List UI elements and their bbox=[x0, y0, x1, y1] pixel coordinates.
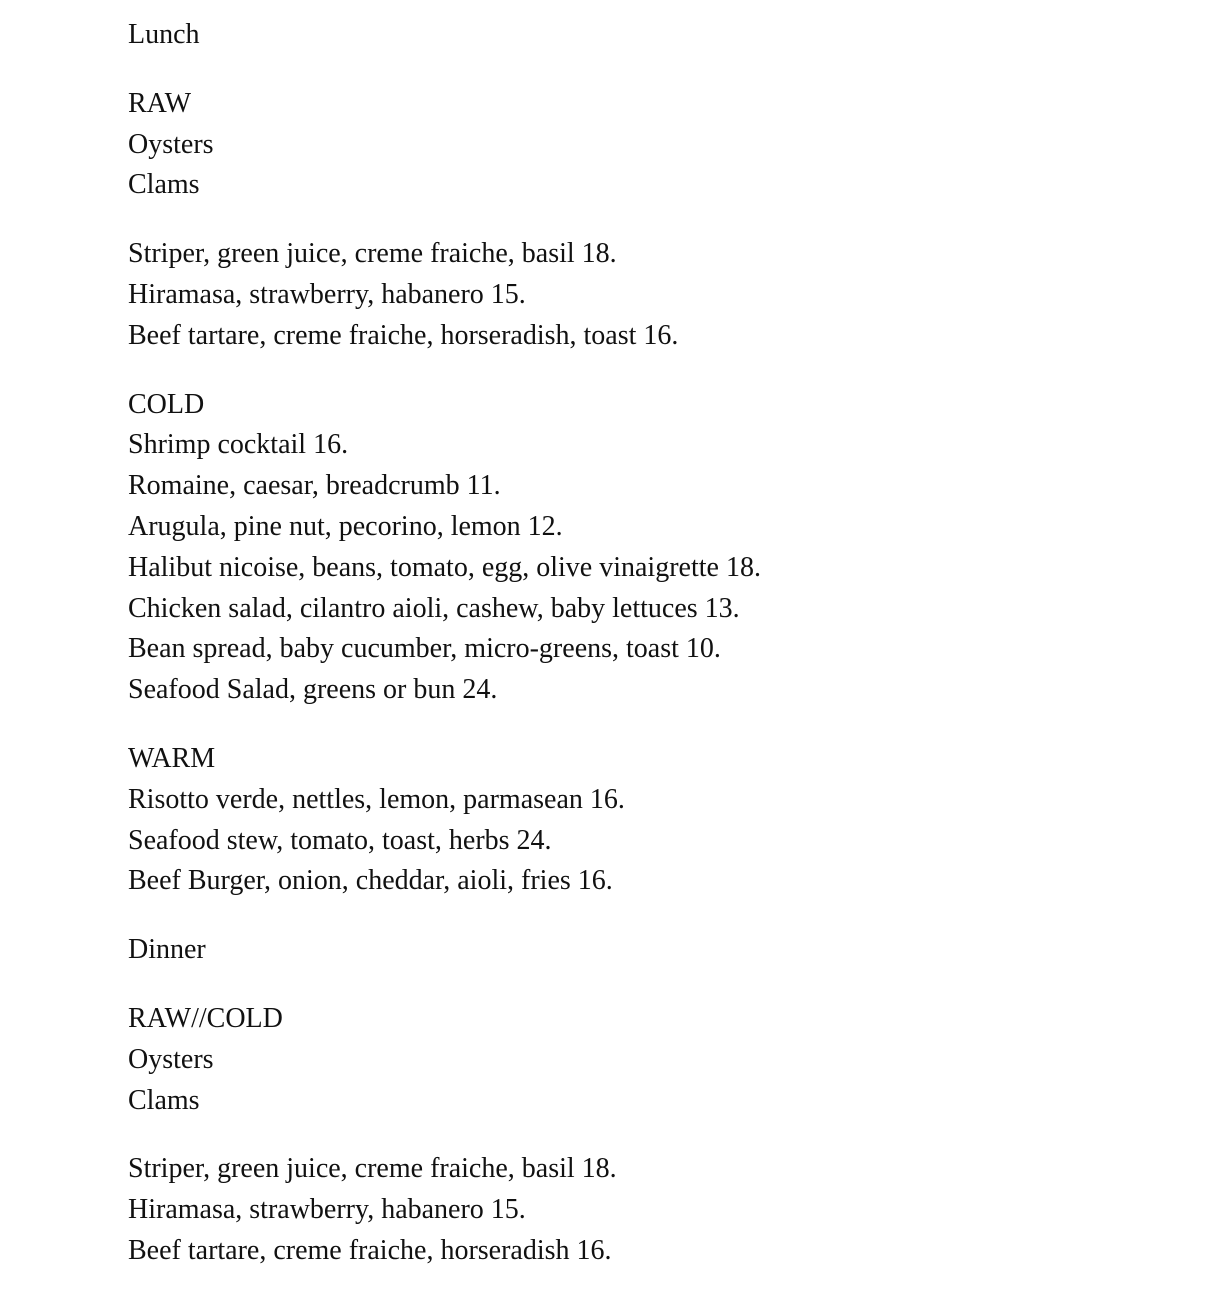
menu-item: Beef tartare, creme fraiche, horseradish, toast 16. bbox=[128, 319, 679, 351]
menu-item: Hiramasa, strawberry, habanero 15. bbox=[128, 278, 526, 310]
lunch-warm-heading: WARM bbox=[128, 742, 216, 774]
lunch-raw-section bbox=[128, 84, 1128, 206]
lunch-title-group bbox=[128, 15, 1128, 56]
menu-item: Oysters bbox=[128, 1043, 214, 1075]
lunch-cold-heading: COLD bbox=[128, 388, 205, 420]
menu-item: Chicken salad, cilantro aioli, cashew, baby lettuces 13. bbox=[128, 592, 740, 624]
menu-item: Seafood Salad, greens or bun 24. bbox=[128, 674, 498, 706]
lunch-cold-section bbox=[128, 385, 1128, 711]
menu-item: Oysters bbox=[128, 128, 214, 160]
menu-item: Clams bbox=[128, 1084, 200, 1116]
menu-item: Bean spread, baby cucumber, micro-greens, toast 10. bbox=[128, 633, 721, 665]
menu-item: Striper, green juice, creme fraiche, basil 18. bbox=[128, 1153, 617, 1185]
dinner-title-group bbox=[128, 930, 1128, 971]
lunch-warm-section bbox=[128, 739, 1128, 902]
menu-item: Risotto verde, nettles, lemon, parmasean 16. bbox=[128, 783, 625, 815]
menu-item: Seafood stew, tomato, toast, herbs 24. bbox=[128, 824, 552, 856]
menu-item: Beef tartare, creme fraiche, horseradish 16. bbox=[128, 1234, 612, 1266]
menu-item: Arugula, pine nut, pecorino, lemon 12. bbox=[128, 510, 563, 542]
dinner-raw-cold-section bbox=[128, 999, 1128, 1121]
menu-item: Romaine, caesar, breadcrumb 11. bbox=[128, 470, 501, 502]
dinner-raw-cold-heading: RAW//COLD bbox=[128, 1002, 283, 1034]
menu-item: Clams bbox=[128, 169, 200, 201]
dinner-raw-plates bbox=[128, 1149, 1128, 1271]
lunch-raw-heading: RAW bbox=[128, 87, 192, 119]
menu-item: Beef Burger, onion, cheddar, aioli, fries 16. bbox=[128, 865, 613, 897]
lunch-title: Lunch bbox=[128, 19, 200, 50]
lunch-raw-plates bbox=[128, 234, 1128, 356]
menu-item: Hiramasa, strawberry, habanero 15. bbox=[128, 1194, 526, 1226]
dinner-title: Dinner bbox=[128, 934, 206, 966]
menu-document bbox=[128, 15, 1128, 1300]
menu-item: Striper, green juice, creme fraiche, basil 18. bbox=[128, 238, 617, 270]
menu-item: Halibut nicoise, beans, tomato, egg, olive vinaigrette 18. bbox=[128, 551, 761, 583]
menu-item: Shrimp cocktail 16. bbox=[128, 429, 349, 461]
